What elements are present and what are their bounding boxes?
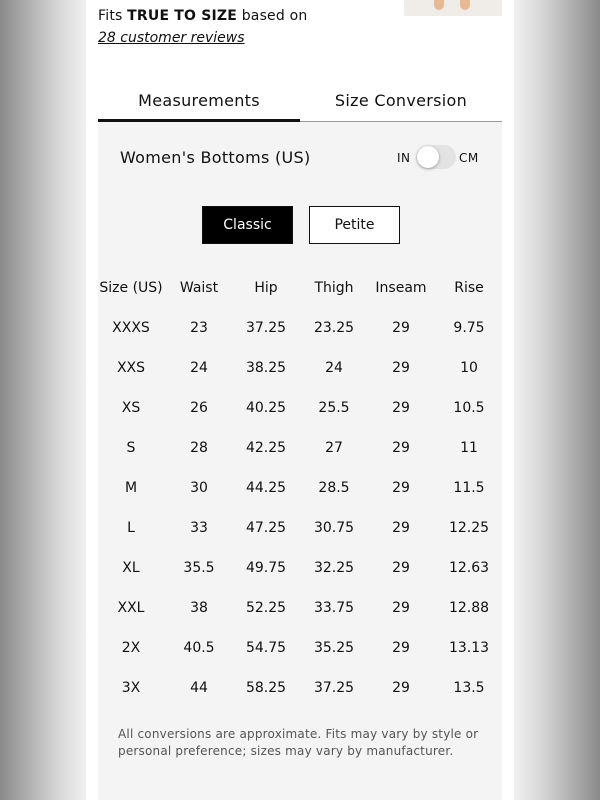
tab-measurements[interactable]: Measurements <box>98 86 300 122</box>
table-row <box>98 668 502 708</box>
cell-size: XXL <box>117 600 145 616</box>
header-inseam: Inseam <box>375 280 427 296</box>
cell-rise: 12.88 <box>448 600 490 616</box>
table-row <box>98 308 502 348</box>
cell-rise: 10 <box>460 360 478 376</box>
cell-hip: 47.25 <box>245 520 287 536</box>
disclaimer-note: All conversions are approximate. Fits may vary by style or personal preference; sizes may vary by manufacturer. <box>118 727 479 758</box>
size-guide-sheet <box>86 0 514 800</box>
cell-waist: 28 <box>190 440 208 456</box>
table-row <box>98 548 502 588</box>
cell-inseam: 29 <box>392 400 410 416</box>
cell-waist: 23 <box>190 320 208 336</box>
cell-size: M <box>124 480 138 496</box>
cell-thigh: 37.25 <box>313 680 355 696</box>
size-table <box>98 268 502 708</box>
thumbnail-shoe-right <box>460 0 470 10</box>
cell-hip: 49.75 <box>245 560 287 576</box>
cell-hip: 54.75 <box>245 640 287 656</box>
cell-rise: 9.75 <box>453 320 485 336</box>
customer-reviews-link[interactable]: 28 customer reviews <box>98 30 245 46</box>
header-hip: Hip <box>254 280 278 296</box>
cell-size: XS <box>121 400 141 416</box>
table-header-row <box>98 268 502 308</box>
table-row <box>98 508 502 548</box>
cell-hip: 37.25 <box>245 320 287 336</box>
unit-toggle-switch[interactable] <box>416 145 456 169</box>
cell-size: L <box>127 520 135 536</box>
cell-inseam: 29 <box>392 560 410 576</box>
cell-rise: 10.5 <box>453 400 485 416</box>
cell-inseam: 29 <box>392 640 410 656</box>
cell-thigh: 30.75 <box>313 520 355 536</box>
cell-waist: 26 <box>190 400 208 416</box>
cell-waist: 33 <box>190 520 208 536</box>
table-row <box>98 588 502 628</box>
cell-waist: 35.5 <box>183 560 215 576</box>
cell-hip: 44.25 <box>245 480 287 496</box>
fit-emphasis: TRUE TO SIZE <box>127 8 238 24</box>
cell-hip: 40.25 <box>245 400 287 416</box>
cell-inseam: 29 <box>392 360 410 376</box>
header-thigh: Thigh <box>314 280 354 296</box>
cell-inseam: 29 <box>392 440 410 456</box>
cell-size: XXS <box>116 360 146 376</box>
cell-inseam: 29 <box>392 600 410 616</box>
cell-rise: 12.63 <box>448 560 490 576</box>
cell-thigh: 33.75 <box>313 600 355 616</box>
table-row <box>98 628 502 668</box>
cell-waist: 24 <box>190 360 208 376</box>
cell-hip: 42.25 <box>245 440 287 456</box>
cell-rise: 13.13 <box>448 640 490 656</box>
cell-inseam: 29 <box>392 680 410 696</box>
cell-hip: 38.25 <box>245 360 287 376</box>
classic-fit-button[interactable]: Classic <box>202 206 293 244</box>
cell-rise: 11.5 <box>453 480 485 496</box>
cell-waist: 40.5 <box>183 640 215 656</box>
fit-suffix: based on <box>237 8 308 24</box>
category-title: Women's Bottoms (US) <box>120 148 311 167</box>
unit-label-in: IN <box>397 151 411 165</box>
cell-inseam: 29 <box>392 520 410 536</box>
table-row <box>98 388 502 428</box>
cell-thigh: 25.5 <box>318 400 350 416</box>
cell-thigh: 35.25 <box>313 640 355 656</box>
header-rise: Rise <box>454 280 484 296</box>
cell-rise: 11 <box>460 440 478 456</box>
toggle-knob <box>417 146 439 168</box>
cell-waist: 38 <box>190 600 208 616</box>
header-waist: Waist <box>179 280 219 296</box>
table-row <box>98 348 502 388</box>
size-guide-tabs <box>98 86 502 122</box>
unit-label-cm: CM <box>459 151 479 165</box>
cell-size: 2X <box>121 640 141 656</box>
fit-prefix: Fits <box>98 8 128 24</box>
product-thumbnail <box>404 0 502 16</box>
cell-thigh: 24 <box>325 360 343 376</box>
cell-size: XXXS <box>112 320 150 336</box>
cell-thigh: 23.25 <box>313 320 355 336</box>
cell-size: 3X <box>121 680 141 696</box>
cell-rise: 12.25 <box>448 520 490 536</box>
cell-hip: 52.25 <box>245 600 287 616</box>
cell-size: XL <box>122 560 140 576</box>
cell-thigh: 28.5 <box>318 480 350 496</box>
cell-waist: 44 <box>190 680 208 696</box>
cell-hip: 58.25 <box>245 680 287 696</box>
cell-inseam: 29 <box>392 320 410 336</box>
petite-fit-button[interactable]: Petite <box>309 206 400 244</box>
table-row <box>98 428 502 468</box>
cell-inseam: 29 <box>392 480 410 496</box>
cell-rise: 13.5 <box>453 680 485 696</box>
table-row <box>98 468 502 508</box>
tab-size-conversion[interactable]: Size Conversion <box>334 91 468 110</box>
cell-thigh: 32.25 <box>313 560 355 576</box>
cell-thigh: 27 <box>325 440 343 456</box>
header-size: Size (US) <box>99 280 163 296</box>
measurements-panel <box>98 122 502 800</box>
table-body <box>98 308 502 708</box>
thumbnail-shoe-left <box>434 0 444 10</box>
cell-waist: 30 <box>190 480 208 496</box>
fit-summary <box>98 8 307 24</box>
cell-size: S <box>126 440 136 456</box>
